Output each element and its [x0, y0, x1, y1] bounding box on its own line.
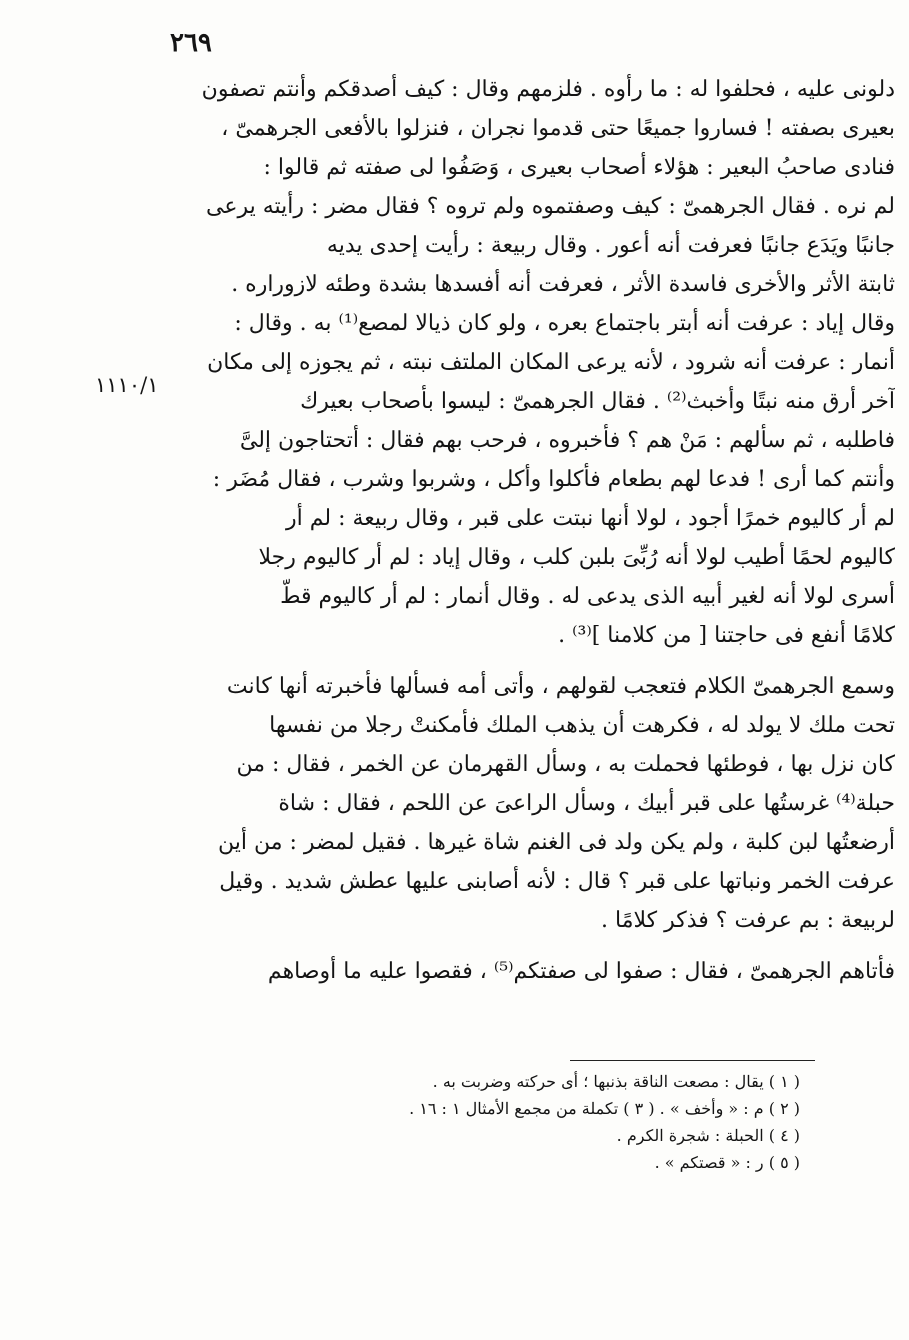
- footnotes: [280, 1068, 800, 1176]
- text-line: آخر أرق منه نبتًا وأخبث⁽²⁾ . فقال الجرهمىّ : ليسوا بأصحاب بعيرك: [300, 389, 895, 414]
- text-line: أرضعتُها لبن كلبة ، ولم يكن ولد فى الغنم شاة غيرها . فقيل لمضر : من أين: [218, 830, 895, 855]
- page-number: ٢٦٩: [170, 28, 212, 58]
- text-line: وسمع الجرهمىّ الكلام فتعجب لقولهم ، وأتى أمه فسألها فأخبرته أنها كانت: [226, 674, 895, 699]
- text-line: فاطلبه ، ثم سألهم : مَنْ هم ؟ فأخبروه ، فرحب بهم فقال : أتحتاجون إلىَّ: [239, 428, 895, 453]
- body-text: [165, 70, 895, 991]
- text-line: كان نزل بها ، فوطئها فحملت به ، وسأل القهرمان عن الخمر ، فقال : من: [236, 752, 895, 777]
- text-line: جانبًا ويَدَع جانبًا فعرفت أنه أعور . وقال ربيعة : رأيت إحدى يديه: [326, 233, 895, 258]
- text-line: عرفت الخمر ونباتها على قبر ؟ قال : لأنه أصابنى عليها عطش شديد . وقيل: [219, 869, 895, 894]
- text-line: ثابتة الأثر والأخرى فاسدة الأثر ، فعرفت أنه أفسدها بشدة وطئه لازوراره .: [231, 272, 895, 297]
- paragraph-break: [165, 940, 895, 952]
- footnote-4: ( ٤ ) الحبلة : شجرة الكرم .: [616, 1126, 800, 1145]
- text-line: أسرى لولا أنه لغير أبيه الذى يدعى له . وقال أنمار : لم أر كاليوم قطّ: [280, 584, 895, 609]
- footnote-5: ( ٥ ) ر : « قصتكم » .: [654, 1153, 800, 1172]
- paragraph-break: [165, 655, 895, 667]
- text-line: أنمار : عرفت أنه شرود ، لأنه يرعى المكان الملتف نبته ، ثم يجوزه إلى مكان: [207, 350, 895, 375]
- footnote-1: ( ١ ) يقال : مصعت الناقة بذنبها ؛ أى حركته وضربت به .: [432, 1072, 800, 1091]
- footnote-separator: [570, 1060, 815, 1061]
- text-line: بعيرى بصفته ! فساروا جميعًا حتى قدموا نجران ، فنزلوا بالأفعى الجرهمىّ ،: [221, 116, 895, 141]
- text-line: لم نره . فقال الجرهمىّ : كيف وصفتموه ولم تروه ؟ فقال مضر : رأيته يرعى: [206, 194, 895, 219]
- text-line: فأتاهم الجرهمىّ ، فقال : صفوا لى صفتكم⁽⁵⁾ ، فقصوا عليه ما أوصاهم: [267, 959, 895, 984]
- text-line: كاليوم لحمًا أطيب لولا أنه رُبِّىَ بلبن كلب ، وقال إياد : لم أر كاليوم رجلا: [258, 545, 895, 570]
- footnote-2-3: ( ٢ ) م : « وأخف » . ( ٣ ) تكملة من مجمع الأمثال ١ : ١٦ .: [409, 1099, 800, 1118]
- text-line: تحت ملك لا يولد له ، فكرهت أن يذهب الملك فأمكنتْ رجلا من نفسها: [269, 713, 895, 738]
- text-line: حبلة⁽⁴⁾ غرستُها على قبر أبيك ، وسأل الراعىَ عن اللحم ، فقال : شاة: [278, 791, 895, 816]
- text-line: لم أر كاليوم خمرًا أجود ، لولا أنها نبتت على قبر ، وقال ربيعة : لم أر: [286, 506, 895, 531]
- text-line: دلونى عليه ، فحلفوا له : ما رأوه . فلزمهم وقال : كيف أصدقكم وأنتم تصفون: [201, 77, 895, 102]
- margin-reference: ١١١٠/١: [95, 373, 159, 397]
- text-line: لربيعة : بم عرفت ؟ فذكر كلامًا .: [601, 908, 895, 933]
- text-line: فنادى صاحبُ البعير : هؤلاء أصحاب بعيرى ، وَصَفُوا لى صفته ثم قالوا :: [263, 155, 895, 180]
- text-line: وقال إياد : عرفت أنه أبتر باجتماع بعره ، ولو كان ذيالا لمصع⁽¹⁾ به . وقال :: [234, 311, 895, 336]
- text-line: كلامًا أنفع فى حاجتنا [ من كلامنا ]⁽³⁾ .: [558, 623, 895, 648]
- text-line: وأنتم كما أرى ! فدعا لهم بطعام فأكلوا وأكل ، وشربوا وشرب ، فقال مُضَر :: [212, 467, 895, 492]
